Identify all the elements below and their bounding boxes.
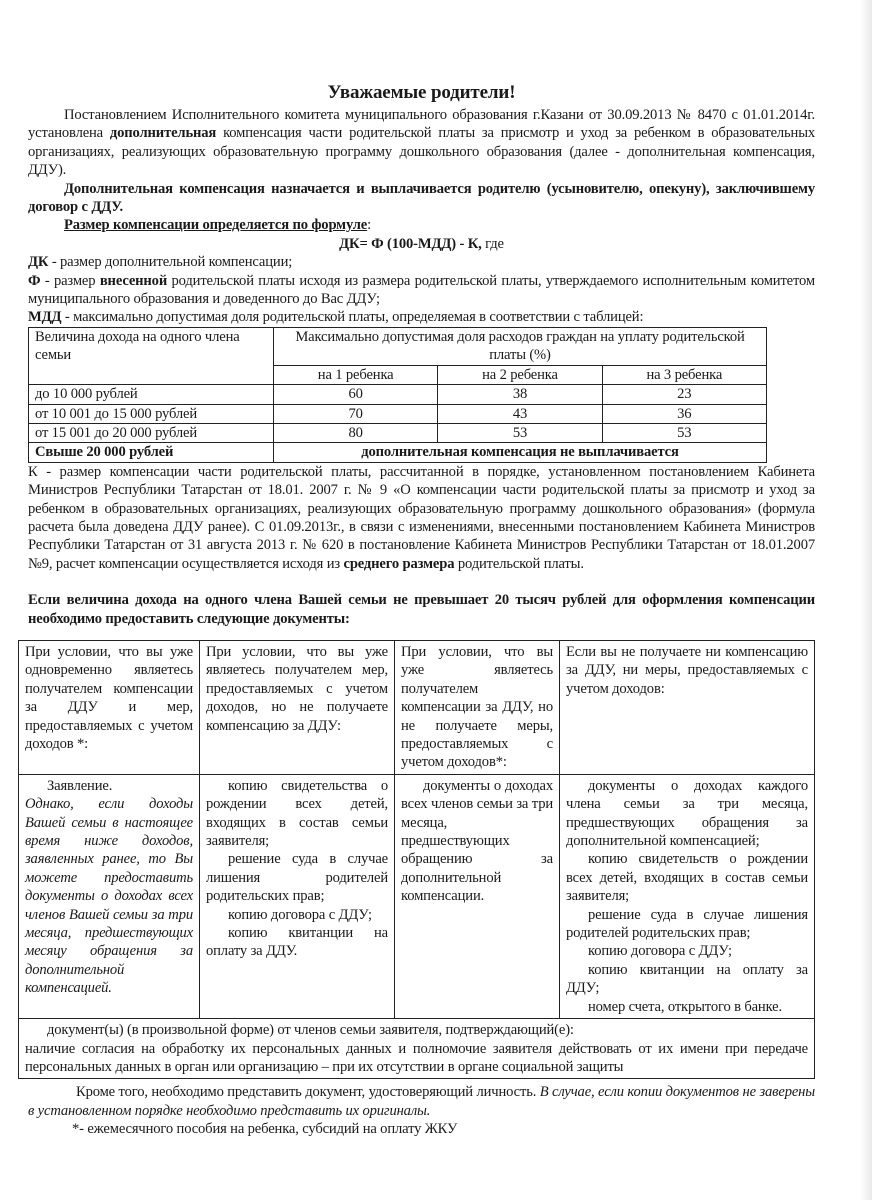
colon: : (367, 217, 372, 234)
table-row (29, 443, 767, 462)
table-row (29, 404, 767, 423)
header-child-3: на 3 ребенка (602, 365, 766, 384)
definition-end: родительской платы исходя из размера родительской платы, утверждаемого исполнительным комитетом муниципального образования и доведенного до Вас ДДУ; (28, 272, 815, 308)
definition-bold: внесенной (99, 272, 168, 289)
heading-text: Если величина дохода на одного члена Вашей семьи не превышает 20 тысяч рублей для оформления компенсации необходимо предоставить следующие документы (28, 592, 815, 627)
header-group: Максимально допустимая доля расходов граждан на уплату родительской платы (%) (274, 327, 767, 365)
case-1-docs (19, 774, 200, 1018)
dk-definition (28, 253, 815, 271)
cell: дополнительная компенсация не выплачивается (274, 443, 767, 462)
definition: - размер дополнительной компенсации; (48, 254, 293, 271)
term: ДК (28, 254, 49, 271)
case-2-docs (200, 774, 395, 1018)
cell: 60 (274, 385, 438, 404)
header-case-4: Если вы не получаете ни компенсацию за ДДУ, ни меры, предоставляемых с учетом доходов: (560, 640, 815, 774)
cell: 23 (602, 385, 766, 404)
note: Однако, если доходы Вашей семьи в настоящее время ниже доходов, заявленных ранее, то Вы можете предоставить документы о доходах всех членов Вашей семьи за три месяца, предшествующих месяцу обращения за дополнительной компенсацией. (25, 796, 193, 997)
page-title: Уважаемые родители! (327, 82, 516, 103)
row-label: Свыше 20 000 рублей (29, 443, 274, 462)
cell: 53 (602, 423, 766, 442)
definition: - размер (40, 272, 100, 289)
cell: 80 (274, 423, 438, 442)
consent-text: наличие согласия на обработку их персональных данных и полномочие заявителя действовать от их имени при передаче персональных данных в орган или организацию – при их отсутствии в органе социальной защиты (25, 1040, 808, 1075)
cell: 36 (602, 404, 766, 423)
doc-item: копию договора с ДДУ; (228, 906, 372, 923)
doc-item: документы о доходах каждого члена семьи за три месяца, предшествующих обращения за дополнительной компенсацией; (566, 777, 808, 850)
footnote: *- ежемесячного пособия на ребенка, субсидий на оплату ЖКУ (72, 1121, 458, 1138)
closing-italic: В случае, если копии документов не заверены в установленном порядке необходимо представить их оригиналы. (28, 1084, 815, 1119)
header-case-3: При условии, что вы уже являетесь получателем компенсации за ДДУ, но не получаете меры, предоставляемых с учетом доходов*: (395, 640, 560, 774)
doc-item: документы о доходах всех членов семьи за три месяца, предшествующих обращению за дополнительной компенсации. (401, 777, 553, 905)
consent-row (19, 1019, 815, 1079)
row-label: до 10 000 рублей (29, 385, 274, 404)
doc-item: Заявление. (47, 777, 113, 794)
k-text: К - размер компенсации части родительской платы, рассчитанной в порядке, установленном постановлением Кабинета Министров Республики Татарстан от 18.01. 2007 г. № 9 «О компенсации части родительской платы за присмотр и уход за ребенком в образовательных организациях, реализующих образовательную программу дошкольного образования» (формула расчета была доведена ДДУ ранее). С 01.09.2013г., в связи с изменениями, внесенными постановлением Кабинета Министров Республики Татарстан от 31 августа 2013 г. № 620 в постановление Кабинета Министров Республики Татарстан от 18.01.2007 №9, расчет компенсации осуществляется исходя из (28, 463, 815, 572)
term: МДД (28, 309, 62, 326)
mdd-table (28, 327, 767, 463)
doc-item: решение суда в случае лишения родителей родительских прав; (566, 906, 808, 942)
closing-paragraph (28, 1083, 815, 1120)
row-label: от 10 001 до 15 000 рублей (29, 404, 274, 423)
intro-bold: дополнительная (109, 125, 217, 142)
doc-item: решение суда в случае лишения родителей родительских прав; (206, 851, 388, 905)
case-3-docs (395, 774, 560, 1018)
formula-tail: где (481, 235, 504, 252)
intro-text: Постановлением Исполнительного комитета муниципального образования г.Казани от 30.09.2013 № 8470 с 01.01.2014г. установлена (28, 107, 815, 142)
doc-item: копию свидетельств о рождении всех детей, входящих в состав семьи заявителя; (566, 851, 808, 905)
definition: - максимально допустимая доля родительской платы, определяемая в соответствии с таблицей: (61, 309, 644, 326)
cell: 43 (438, 404, 602, 423)
f-definition (28, 272, 815, 309)
doc-item: копию свидетельства о рождении всех детей, входящих в состав семьи заявителя; (206, 777, 388, 850)
table-row (29, 423, 767, 442)
closing-text: Кроме того, необходимо представить документ, удостоверяющий личность. (76, 1084, 540, 1101)
header-child-1: на 1 ребенка (274, 365, 438, 384)
doc-item: номер счета, открытого в банке. (588, 998, 782, 1015)
formula-text: ДК= Ф (100-МДД) - К, (339, 235, 482, 252)
colon: : (345, 610, 350, 627)
cell: 38 (438, 385, 602, 404)
intro-paragraph (28, 106, 815, 180)
header-case-1: При условии, что вы уже одновременно являетесь получателем компенсации за ДДУ и мер, предоставляемых с учетом доходов *: (19, 640, 200, 774)
header-case-2: При условии, что вы уже являетесь получателем мер, предоставляемых с учетом доходов, но не получаете компенсацию за ДДУ: (200, 640, 395, 774)
doc-item: копию квитанции на оплату за ДДУ; (566, 961, 808, 997)
header-income: Величина дохода на одного члена семьи (29, 327, 274, 384)
consent-heading: документ(ы) (в произвольной форме) от членов семьи заявителя, подтверждающий(е): (47, 1022, 574, 1039)
formula-heading (28, 216, 815, 234)
cell: 70 (274, 404, 438, 423)
intro-text-end: компенсация части родительской платы за присмотр и уход за ребенком в образовательных организациях, реализующих образовательную программу дошкольного образования (далее - дополнительная компенсация, ДДУ). (28, 125, 815, 179)
k-text-end: родительской платы. (454, 555, 584, 572)
term: Ф (28, 272, 41, 289)
cell: 53 (438, 423, 602, 442)
assignment-paragraph: Дополнительная компенсация назначается и выплачивается родителю (усыновителю, опекуну), заключившему договор с ДДУ. (28, 180, 815, 216)
documents-heading (28, 591, 815, 628)
formula (28, 235, 815, 253)
formula-heading-text: Размер компенсации определяется по формуле (64, 217, 368, 234)
documents-table (18, 640, 815, 1079)
k-bold: среднего размера (343, 555, 455, 572)
case-4-docs (560, 774, 815, 1018)
row-label: от 15 001 до 20 000 рублей (29, 423, 274, 442)
header-child-2: на 2 ребенка (438, 365, 602, 384)
table-row (29, 385, 767, 404)
doc-item: копию договора с ДДУ; (588, 943, 732, 960)
k-definition (28, 463, 815, 573)
mdd-definition (28, 308, 815, 326)
doc-item: копию квитанции на оплату за ДДУ. (206, 925, 388, 960)
